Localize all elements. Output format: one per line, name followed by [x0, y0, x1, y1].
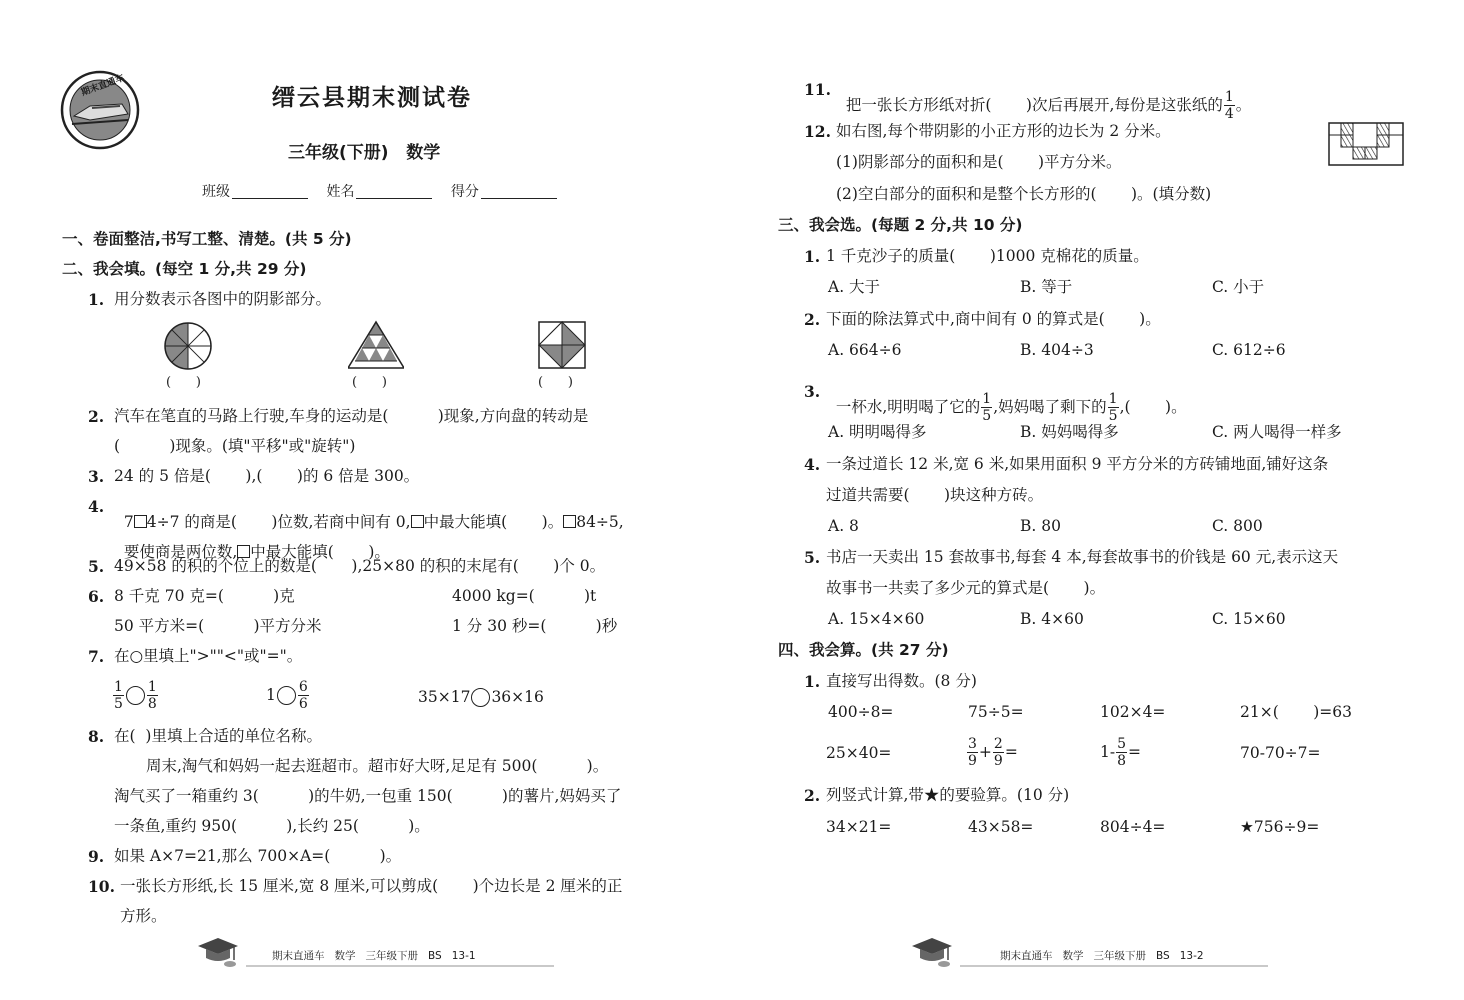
calc-item: 102×4= [1100, 703, 1166, 721]
compare-circle[interactable] [471, 688, 490, 707]
q1-blank-3[interactable]: ( ) [538, 375, 573, 390]
q7-text: 在○里填上">""<"或"="。 [114, 647, 303, 665]
section-3-heading: 三、我会选。(每题 2 分,共 10 分) [778, 216, 1023, 234]
q11-text: 把一张长方形纸对折( )次后再展开,每份是这张纸的 [845, 95, 1223, 114]
calc-item: $\frac{3}{9}$ + $\frac{2}{9}$ = [968, 736, 1018, 769]
q6-c: 50 平方米=( )平方分米 [114, 617, 322, 635]
box-blank[interactable] [134, 515, 147, 528]
q10-line-2: 方形。 [120, 907, 167, 925]
c4-option-c[interactable]: C. 800 [1212, 517, 1263, 535]
fraction: $\frac{6}{6}$ [298, 679, 308, 712]
q11-number: 11. [804, 80, 831, 99]
c1-option-c[interactable]: C. 小于 [1212, 278, 1265, 296]
name-label: 姓名 [326, 184, 355, 200]
box-blank[interactable] [411, 515, 424, 528]
logo [60, 70, 140, 150]
q6-b: 4000 kg=( )t [452, 587, 597, 605]
fraction: $\frac{2}{9}$ [993, 736, 1003, 769]
footer-left-text: 期末直通车 数学 三年级下册 BS 13-1 [272, 950, 476, 962]
c2-option-b[interactable]: B. 404÷3 [1020, 341, 1094, 359]
q4-text-4: 要使商是两位数, [123, 542, 238, 561]
q2-line-1: 汽车在笔直的马路上行驶,车身的运动是( )现象,方向盘的转动是 [114, 407, 589, 425]
q3-text: 24 的 5 倍是( ),( )的 6 倍是 300。 [114, 467, 420, 485]
c2-option-c[interactable]: C. 612÷6 [1212, 341, 1286, 359]
vertical-calc-item: 804÷4= [1100, 818, 1166, 836]
q4-text-1: 4÷7 的商是( )位数,若商中间有 0, [146, 512, 411, 531]
c4-line-1: 一条过道长 12 米,宽 6 米,如果用面积 9 平方分米的方砖铺地面,铺好这条 [826, 455, 1329, 473]
fraction: $\frac{1}{5}$ [1108, 390, 1118, 424]
calc-item: 70-70÷7= [1240, 744, 1321, 762]
d1-text: 直接写出得数。(8 分) [826, 672, 977, 690]
c5-option-c[interactable]: C. 15×60 [1212, 610, 1286, 628]
fraction: $\frac{1}{5}$ [114, 679, 123, 712]
q4-line-1 [114, 499, 624, 530]
calc-item: 25×40= [826, 744, 892, 762]
c5-line-2: 故事书一共卖了多少元的算式是( )。 [826, 579, 1106, 597]
c5-option-a[interactable]: A. 15×4×60 [828, 610, 925, 628]
d1-number: 1. [804, 672, 821, 691]
fraction: $\frac{3}{9}$ [968, 736, 977, 769]
c3-option-b[interactable]: B. 妈妈喝得多 [1020, 423, 1119, 441]
c3-line: 一杯水,明明喝了它的 $\frac{1}{5}$ ,妈妈喝了剩下的 $\frac{1}{5}$ ,( )。 [835, 390, 1187, 424]
q1-number: 1. [88, 290, 105, 309]
section-2-heading: 二、我会填。(每空 1 分,共 29 分) [62, 260, 307, 278]
triangle-figure [348, 320, 404, 370]
box-blank[interactable] [237, 545, 250, 558]
q9-text: 如果 A×7=21,那么 700×A=( )。 [114, 847, 402, 865]
q12-sub-1: (1)阴影部分的面积和是( )平方分米。 [836, 153, 1122, 171]
q1-blank-1[interactable]: ( ) [166, 375, 201, 390]
c1-number: 1. [804, 247, 821, 266]
q10-number: 10. [88, 877, 115, 896]
section-1-heading: 一、卷面整洁,书写工整、清楚。(共 5 分) [62, 230, 352, 248]
q2-number: 2. [88, 407, 105, 426]
c2-text: 下面的除法算式中,商中间有 0 的算式是( )。 [826, 310, 1161, 328]
fraction: $\frac{1}{4}$ [1224, 88, 1234, 122]
vertical-calc-item: 34×21= [826, 818, 892, 836]
calc-item: 1- $\frac{5}{8}$ = [1100, 736, 1142, 769]
vertical-calc-item: ★756÷9= [1240, 818, 1320, 836]
q4-line-2 [114, 529, 390, 560]
box-blank[interactable] [563, 515, 576, 528]
c4-number: 4. [804, 455, 821, 474]
graduation-cap-icon [194, 934, 244, 968]
c3-option-c[interactable]: C. 两人喝得一样多 [1212, 423, 1342, 441]
score-label: 得分 [450, 184, 479, 200]
circle-figure [163, 321, 213, 371]
d2-text: 列竖式计算,带★的要验算。(10 分) [826, 786, 1070, 804]
calc-item: 75÷5= [968, 703, 1024, 721]
q8-line-2: 淘气买了一箱重约 3( )的牛奶,一包重 150( )的薯片,妈妈买了 [114, 787, 622, 805]
c2-number: 2. [804, 310, 821, 329]
footer-right-text: 期末直通车 数学 三年级下册 BS 13-2 [1000, 950, 1204, 962]
q8-text: 在( )里填上合适的单位名称。 [114, 727, 322, 745]
class-field[interactable] [232, 184, 308, 199]
class-label: 班级 [202, 184, 230, 200]
footer-rule-right [960, 965, 1268, 967]
compare-circle[interactable] [126, 686, 145, 705]
q11-line: 把一张长方形纸对折( )次后再展开,每份是这张纸的 $\frac{1}{4}$ 。 [845, 88, 1252, 122]
q12-number: 12. [804, 122, 831, 141]
q10-line-1: 一张长方形纸,长 15 厘米,宽 8 厘米,可以剪成( )个边长是 2 厘米的正 [120, 877, 623, 895]
q6-d: 1 分 30 秒=( )秒 [452, 617, 618, 635]
q5-text: 49×58 的积的个位上的数是( ),25×80 的积的末尾有( )个 0。 [114, 557, 606, 575]
q8-line-3: 一条鱼,重约 950( ),长约 25( )。 [114, 817, 430, 835]
q5-number: 5. [88, 557, 105, 576]
c3-option-a[interactable]: A. 明明喝得多 [828, 423, 927, 441]
c4-line-2: 过道共需要( )块这种方砖。 [826, 486, 1044, 504]
q4-text-2: 中最大能填( )。 [423, 512, 564, 531]
graduation-cap-icon [908, 934, 958, 968]
q12-sub-2: (2)空白部分的面积和是整个长方形的( )。(填分数) [836, 185, 1212, 203]
q6-number: 6. [88, 587, 105, 606]
c1-option-a[interactable]: A. 大于 [828, 278, 881, 296]
score-field[interactable] [481, 184, 557, 199]
q12-text: 如右图,每个带阴影的小正方形的边长为 2 分米。 [836, 122, 1171, 140]
q4-text-5: 中最大能填( )。 [250, 542, 390, 561]
calc-item: 21×( )=63 [1240, 703, 1353, 721]
section-4-heading: 四、我会算。(共 27 分) [778, 641, 949, 659]
rectangle-figure [1328, 122, 1404, 166]
c3-number: 3. [804, 382, 821, 401]
q6-a: 8 千克 70 克=( )克 [114, 587, 295, 605]
page-subtitle: 三年级(下册) 数学 [288, 143, 441, 163]
q9-number: 9. [88, 847, 105, 866]
q7-expr-1 [112, 680, 159, 711]
q7-expr-3: 35×17 36×16 [418, 687, 544, 706]
q4-text-3: 84÷5, [576, 512, 624, 531]
q4-number: 4. [88, 497, 105, 516]
c5-line-1: 书店一天卖出 15 套故事书,每套 4 本,每套故事书的价钱是 60 元,表示这天 [826, 548, 1339, 566]
c4-option-b[interactable]: B. 80 [1020, 517, 1061, 535]
q7-number: 7. [88, 647, 105, 666]
q1-text: 用分数表示各图中的阴影部分。 [114, 290, 332, 308]
calc-item: 400÷8= [828, 703, 894, 721]
c1-option-b[interactable]: B. 等于 [1020, 278, 1073, 296]
info-fields [202, 184, 557, 199]
fraction: $\frac{5}{8}$ [1117, 736, 1127, 769]
q8-number: 8. [88, 727, 105, 746]
footer-rule-left [246, 965, 554, 967]
page-title: 缙云县期末测试卷 [272, 84, 472, 111]
d2-number: 2. [804, 786, 821, 805]
q8-line-1: 周末,淘气和妈妈一起去逛超市。超市好大呀,足足有 500( )。 [146, 757, 609, 775]
vertical-calc-item: 43×58= [968, 818, 1034, 836]
fraction: $\frac{1}{8}$ [147, 679, 157, 712]
q3-number: 3. [88, 467, 105, 486]
q4-digit: 7 [123, 512, 134, 531]
c2-option-a[interactable]: A. 664÷6 [828, 341, 902, 359]
c1-text: 1 千克沙子的质量( )1000 克棉花的质量。 [826, 247, 1149, 265]
compare-circle[interactable] [277, 686, 296, 705]
c4-option-a[interactable]: A. 8 [828, 517, 859, 535]
q2-line-2: ( )现象。(填"平移"或"旋转") [114, 437, 356, 455]
c5-option-b[interactable]: B. 4×60 [1020, 610, 1084, 628]
q1-blank-2[interactable]: ( ) [352, 375, 387, 390]
square-figure [538, 321, 586, 369]
q7-expr-2: 1 $\frac{6}{6}$ [266, 679, 308, 712]
name-field[interactable] [356, 184, 432, 199]
c5-number: 5. [804, 548, 821, 567]
fraction: $\frac{1}{5}$ [982, 390, 992, 424]
logo-text: 期末直通车 [80, 73, 126, 99]
